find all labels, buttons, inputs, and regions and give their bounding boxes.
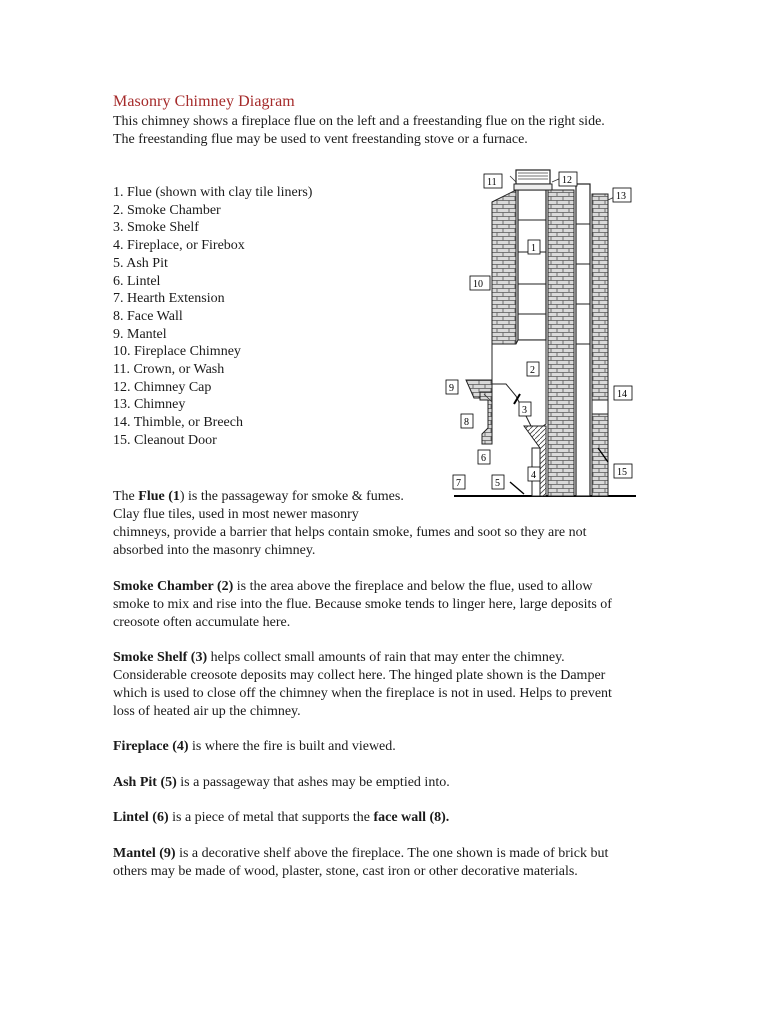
lintel-line (113, 809, 658, 827)
ash-pit-term: Ash Pit (5) (113, 775, 177, 790)
label-1: 1 (531, 243, 536, 254)
parts-list-item: 9. Mantel (113, 326, 167, 342)
label-7: 7 (456, 478, 461, 489)
chimney-crown (514, 184, 552, 190)
flue-paragraph (113, 488, 658, 560)
smoke-chamber-term: Smoke Chamber (2) (113, 579, 234, 594)
smoke-chamber (492, 340, 546, 432)
label-10: 10 (473, 279, 483, 290)
mantel-text: is a decorative shelf above the fireplace. The one shown is made of brick but (175, 846, 609, 861)
freestanding-flue (576, 184, 590, 496)
smoke-chamber-line-3: creosote often accumulate here. (113, 615, 291, 630)
thimble (592, 400, 608, 414)
intro-paragraph (113, 113, 673, 149)
parts-list-item: 4. Fireplace, or Firebox (113, 238, 245, 254)
smoke-chamber-text: is the area above the fireplace and below the flue, used to allow (233, 579, 593, 594)
parts-list-item: 13. Chimney (113, 397, 186, 413)
parts-list-item: 5. Ash Pit (113, 255, 168, 271)
page-title: Masonry Chimney Diagram (113, 93, 295, 110)
fireplace-term: Fireplace (4) (113, 739, 189, 754)
label-13: 13 (616, 191, 626, 202)
fireplace-chimney-wall (492, 190, 516, 344)
smoke-chamber-paragraph (113, 578, 658, 632)
mantel-line-2: others may be made of wood, plaster, stone, cast iron or other decorative materials. (113, 864, 578, 879)
smoke-shelf-paragraph (113, 649, 658, 721)
smoke-shelf-line-1 (113, 649, 658, 667)
flue-lead: The (113, 489, 139, 504)
flue-line-3: chimneys, provide a barrier that helps contain smoke, fumes and soot so they are not (113, 525, 587, 540)
parts-list-item: 11. Crown, or Wash (113, 362, 225, 378)
intro-line: This chimney shows a fireplace flue on the left and a freestanding flue on the right side. (113, 114, 605, 129)
parts-list-item: 7. Hearth Extension (113, 291, 225, 307)
mantel-term: Mantel (9) (113, 846, 176, 861)
ash-pit-line (113, 774, 658, 792)
label-3: 3 (522, 405, 527, 416)
flue (518, 190, 546, 340)
mantel-line-1 (113, 845, 658, 863)
face-wall-term: face wall (8). (373, 810, 450, 825)
ash-pit-paragraph (113, 774, 658, 792)
parts-list-item: 6. Lintel (113, 273, 161, 289)
mantel-paragraph (113, 845, 658, 881)
label-15: 15 (617, 467, 627, 478)
parts-list-item: 12. Chimney Cap (113, 379, 212, 395)
smoke-shelf-text: helps collect small amounts of rain that may enter the chimney. (207, 650, 565, 665)
center-brick (548, 190, 574, 496)
flue-term: Flue (1 (138, 489, 180, 504)
intro-line: The freestanding flue may be used to vent freestanding stove or a furnace. (113, 132, 528, 147)
smoke-shelf-term: Smoke Shelf (3) (113, 650, 208, 665)
parts-list-item: 14. Thimble, or Breech (113, 415, 243, 431)
smoke-shelf-line-3: which is used to close off the chimney when the fireplace is not in used. Helps to prevent (113, 686, 612, 701)
label-12: 12 (562, 175, 572, 186)
smoke-shelf-line-4: loss of heated air up the chimney. (113, 704, 301, 719)
smoke-shelf-line-2: Considerable creosote deposits may collect here. The hinged plate shown is the Damper (113, 668, 606, 683)
label-11: 11 (487, 177, 497, 188)
parts-list-item: 15. Cleanout Door (113, 432, 217, 448)
parts-list-item: 8. Face Wall (113, 308, 183, 324)
fireplace-text: is where the fire is built and viewed. (188, 739, 396, 754)
ash-pit-text: is a passageway that ashes may be emptied into. (176, 775, 450, 790)
lintel-term: Lintel (6) (113, 810, 169, 825)
label-8: 8 (464, 417, 469, 428)
label-6: 6 (481, 453, 486, 464)
label-4: 4 (531, 470, 536, 481)
label-14: 14 (617, 389, 627, 400)
fireplace-line (113, 738, 658, 756)
flue-line-1 (113, 488, 658, 506)
parts-list-item: 10. Fireplace Chimney (113, 344, 241, 360)
flue-rest: ) is the passageway for smoke & fumes. (179, 489, 404, 504)
smoke-chamber-line-2: smoke to mix and rise into the flue. Because smoke tends to linger here, large deposits of (113, 597, 612, 612)
smoke-chamber-line-1 (113, 578, 658, 596)
chimney-diagram (440, 164, 640, 504)
label-9: 9 (449, 383, 454, 394)
flue-line-2: Clay flue tiles, used in most newer masonry (113, 507, 359, 522)
parts-list-item: 3. Smoke Shelf (113, 220, 199, 236)
lintel-text: is a piece of metal that supports the (168, 810, 374, 825)
chimney-cap (516, 170, 550, 184)
label-2: 2 (530, 365, 535, 376)
parts-list (113, 184, 312, 450)
flue-line-4: absorbed into the masonry chimney. (113, 543, 316, 558)
label-5: 5 (495, 478, 500, 489)
fireplace-paragraph (113, 738, 658, 756)
parts-list-item: 2. Smoke Chamber (113, 202, 221, 218)
lintel-paragraph (113, 809, 658, 827)
parts-list-item: 1. Flue (shown with clay tile liners) (113, 185, 313, 200)
